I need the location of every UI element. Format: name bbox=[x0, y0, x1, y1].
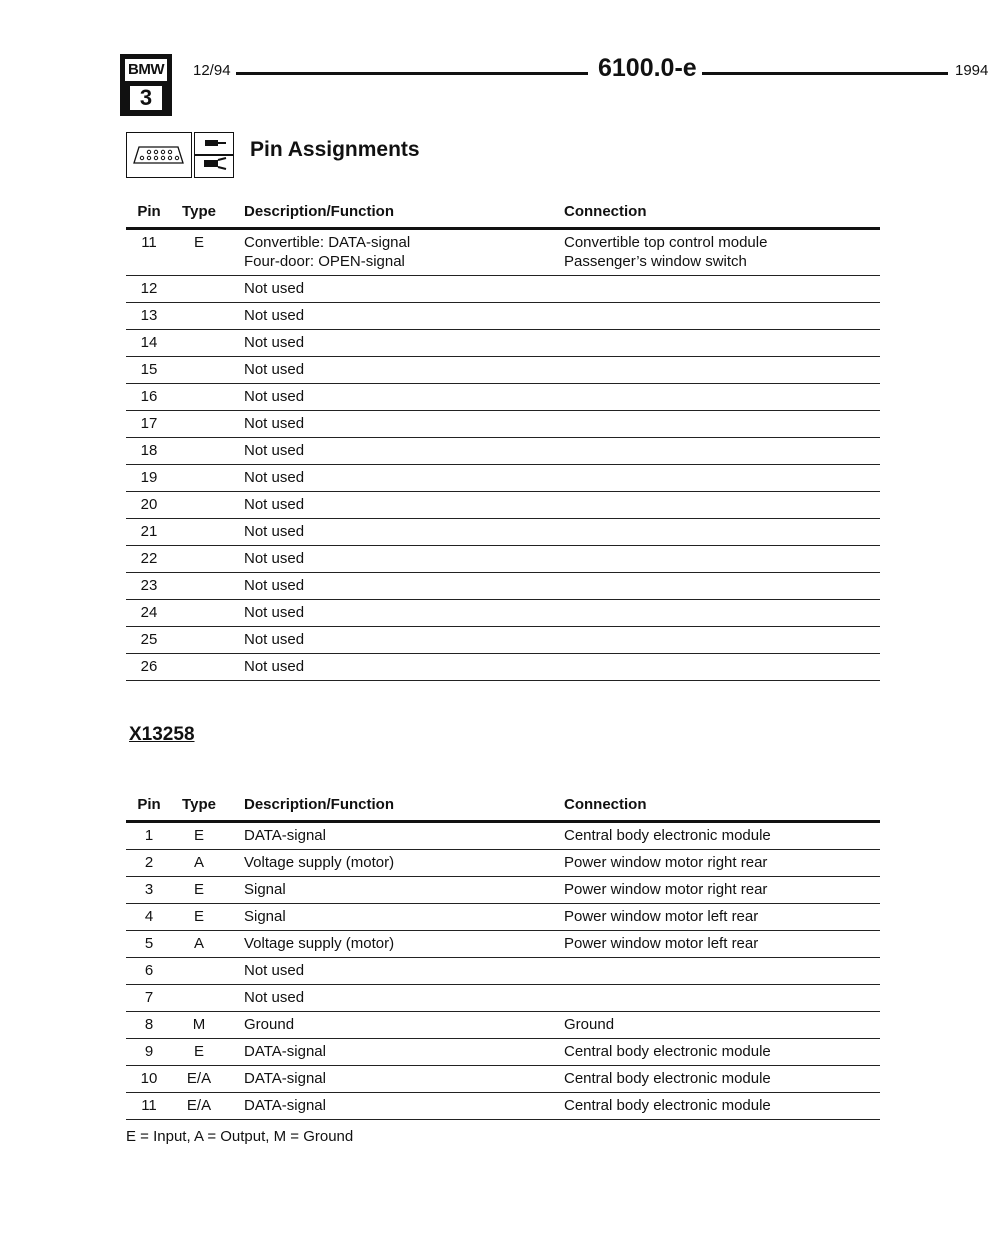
table-row bbox=[126, 276, 880, 303]
table-row bbox=[126, 985, 880, 1012]
table-row bbox=[126, 330, 880, 357]
description-cell: Not used bbox=[244, 576, 305, 594]
connection-cell: Central body electronic module bbox=[564, 1096, 771, 1114]
connection-cell: Central body electronic module bbox=[564, 1069, 771, 1087]
pin-cell: 5 bbox=[144, 934, 154, 952]
pin-cell: 10 bbox=[140, 1069, 158, 1087]
description-cell: Voltage supply (motor) bbox=[244, 853, 395, 871]
document-number: 6100.0-e bbox=[598, 54, 697, 82]
logo-series: 3 bbox=[130, 86, 162, 110]
table-row bbox=[126, 1093, 880, 1120]
pin-cell: 2 bbox=[144, 853, 154, 871]
table-row bbox=[126, 519, 880, 546]
description-cell: Signal bbox=[244, 880, 286, 898]
pin-cell: 13 bbox=[140, 306, 158, 324]
description-cell-line2: Four-door: OPEN-signal bbox=[244, 252, 405, 270]
description-cell: Not used bbox=[244, 279, 305, 297]
connector-label: X13258 bbox=[129, 724, 195, 745]
pin-cell: 11 bbox=[141, 1096, 157, 1114]
description-cell: Not used bbox=[244, 360, 305, 378]
table-row bbox=[126, 850, 880, 877]
table-row bbox=[126, 546, 880, 573]
description-cell: Not used bbox=[244, 961, 305, 979]
table-row bbox=[126, 627, 880, 654]
pin-cell: 8 bbox=[144, 1015, 154, 1033]
pin-assignment-table-2 bbox=[126, 796, 880, 1120]
pin-cell: 14 bbox=[140, 333, 158, 351]
pin-cell: 20 bbox=[140, 495, 158, 513]
description-cell: Convertible: DATA-signal bbox=[244, 233, 411, 251]
pin-cell: 19 bbox=[140, 468, 158, 486]
description-cell: Not used bbox=[244, 306, 305, 324]
description-cell: DATA-signal bbox=[244, 1096, 326, 1114]
description-cell: DATA-signal bbox=[244, 1042, 326, 1060]
description-cell: Not used bbox=[244, 549, 305, 567]
table-row bbox=[126, 438, 880, 465]
description-cell: Not used bbox=[244, 603, 305, 621]
pin-cell: 1 bbox=[144, 826, 154, 844]
description-cell: Not used bbox=[244, 333, 305, 351]
pin-icon-divider bbox=[195, 154, 233, 156]
column-header-type: Type bbox=[182, 203, 216, 220]
table-row bbox=[126, 1012, 880, 1039]
pin-cell: 3 bbox=[144, 880, 154, 898]
pin-cell: 11 bbox=[141, 233, 157, 251]
page-title: Pin Assignments bbox=[250, 138, 420, 161]
table-header-row bbox=[126, 796, 880, 820]
header-year: 1994 bbox=[955, 62, 988, 79]
type-cell: E/A bbox=[186, 1096, 212, 1114]
description-cell: Not used bbox=[244, 468, 305, 486]
description-cell: Voltage supply (motor) bbox=[244, 934, 395, 952]
table-row bbox=[126, 384, 880, 411]
table-header-row bbox=[126, 203, 880, 227]
connection-cell: Ground bbox=[564, 1015, 615, 1033]
column-header-pin: Pin bbox=[137, 796, 161, 813]
pin-cell: 16 bbox=[140, 387, 158, 405]
table-row bbox=[126, 600, 880, 627]
type-cell: E bbox=[193, 907, 204, 925]
header-rule-right bbox=[702, 72, 948, 75]
table-row bbox=[126, 877, 880, 904]
pin-plug-icon bbox=[194, 132, 234, 178]
header-rule-left bbox=[236, 72, 588, 75]
table-row bbox=[126, 573, 880, 600]
description-cell: Not used bbox=[244, 387, 305, 405]
pin-cell: 18 bbox=[140, 441, 158, 459]
table-row bbox=[126, 958, 880, 985]
pin-cell: 15 bbox=[140, 360, 158, 378]
type-cell: E bbox=[193, 233, 204, 251]
connection-cell-line2: Passenger’s window switch bbox=[564, 252, 747, 270]
type-cell: E bbox=[193, 826, 204, 844]
table-row bbox=[126, 303, 880, 330]
pin-assignment-table-1 bbox=[126, 203, 880, 681]
table-body bbox=[126, 230, 880, 681]
connection-cell: Power window motor left rear bbox=[564, 907, 759, 925]
connection-cell: Power window motor right rear bbox=[564, 853, 768, 871]
type-cell: E bbox=[193, 880, 204, 898]
description-cell: DATA-signal bbox=[244, 826, 326, 844]
description-cell: Not used bbox=[244, 988, 305, 1006]
table-row bbox=[126, 1039, 880, 1066]
column-header-type: Type bbox=[182, 796, 216, 813]
table-row bbox=[126, 492, 880, 519]
description-cell: Ground bbox=[244, 1015, 295, 1033]
type-cell: A bbox=[193, 934, 204, 952]
column-header-description: Description/Function bbox=[244, 796, 394, 813]
legend-footnote: E = Input, A = Output, M = Ground bbox=[126, 1128, 354, 1145]
pin-cell: 12 bbox=[140, 279, 158, 297]
pin-cell: 22 bbox=[140, 549, 158, 567]
pin-cell: 6 bbox=[144, 961, 154, 979]
description-cell: Not used bbox=[244, 495, 305, 513]
description-cell: Not used bbox=[244, 630, 305, 648]
description-cell: Not used bbox=[244, 522, 305, 540]
column-header-pin: Pin bbox=[137, 203, 161, 220]
connection-cell: Central body electronic module bbox=[564, 1042, 771, 1060]
pin-cell: 25 bbox=[140, 630, 158, 648]
type-cell: A bbox=[193, 853, 204, 871]
table-row bbox=[126, 230, 880, 276]
description-cell: DATA-signal bbox=[244, 1069, 326, 1087]
type-cell: E/A bbox=[186, 1069, 212, 1087]
type-cell: M bbox=[192, 1015, 206, 1033]
connection-cell: Power window motor right rear bbox=[564, 880, 768, 898]
description-cell: Not used bbox=[244, 414, 305, 432]
pin-cell: 4 bbox=[144, 907, 154, 925]
pin-cell: 7 bbox=[144, 988, 154, 1006]
table-row bbox=[126, 465, 880, 492]
bmw-3-series-logo bbox=[120, 54, 172, 116]
description-cell: Not used bbox=[244, 441, 305, 459]
connection-cell: Central body electronic module bbox=[564, 826, 771, 844]
logo-brand: BMW bbox=[125, 59, 167, 81]
table-row bbox=[126, 357, 880, 384]
pin-cell: 26 bbox=[140, 657, 158, 675]
pin-cell: 24 bbox=[140, 603, 158, 621]
description-cell: Not used bbox=[244, 657, 305, 675]
type-cell: E bbox=[193, 1042, 204, 1060]
pin-cell: 21 bbox=[140, 522, 158, 540]
connection-cell: Convertible top control module bbox=[564, 233, 768, 251]
table-row bbox=[126, 823, 880, 850]
description-cell: Signal bbox=[244, 907, 286, 925]
table-row bbox=[126, 654, 880, 681]
table-body bbox=[126, 823, 880, 1120]
column-header-connection: Connection bbox=[564, 203, 647, 220]
table-row bbox=[126, 904, 880, 931]
table-row bbox=[126, 931, 880, 958]
column-header-description: Description/Function bbox=[244, 203, 394, 220]
table-row bbox=[126, 411, 880, 438]
page-header bbox=[120, 40, 988, 110]
connector-icon bbox=[126, 132, 192, 178]
connection-cell: Power window motor left rear bbox=[564, 934, 759, 952]
pin-cell: 23 bbox=[140, 576, 158, 594]
header-date: 12/94 bbox=[193, 62, 231, 79]
column-header-connection: Connection bbox=[564, 796, 647, 813]
table-row bbox=[126, 1066, 880, 1093]
pin-cell: 9 bbox=[144, 1042, 154, 1060]
pin-cell: 17 bbox=[140, 414, 158, 432]
